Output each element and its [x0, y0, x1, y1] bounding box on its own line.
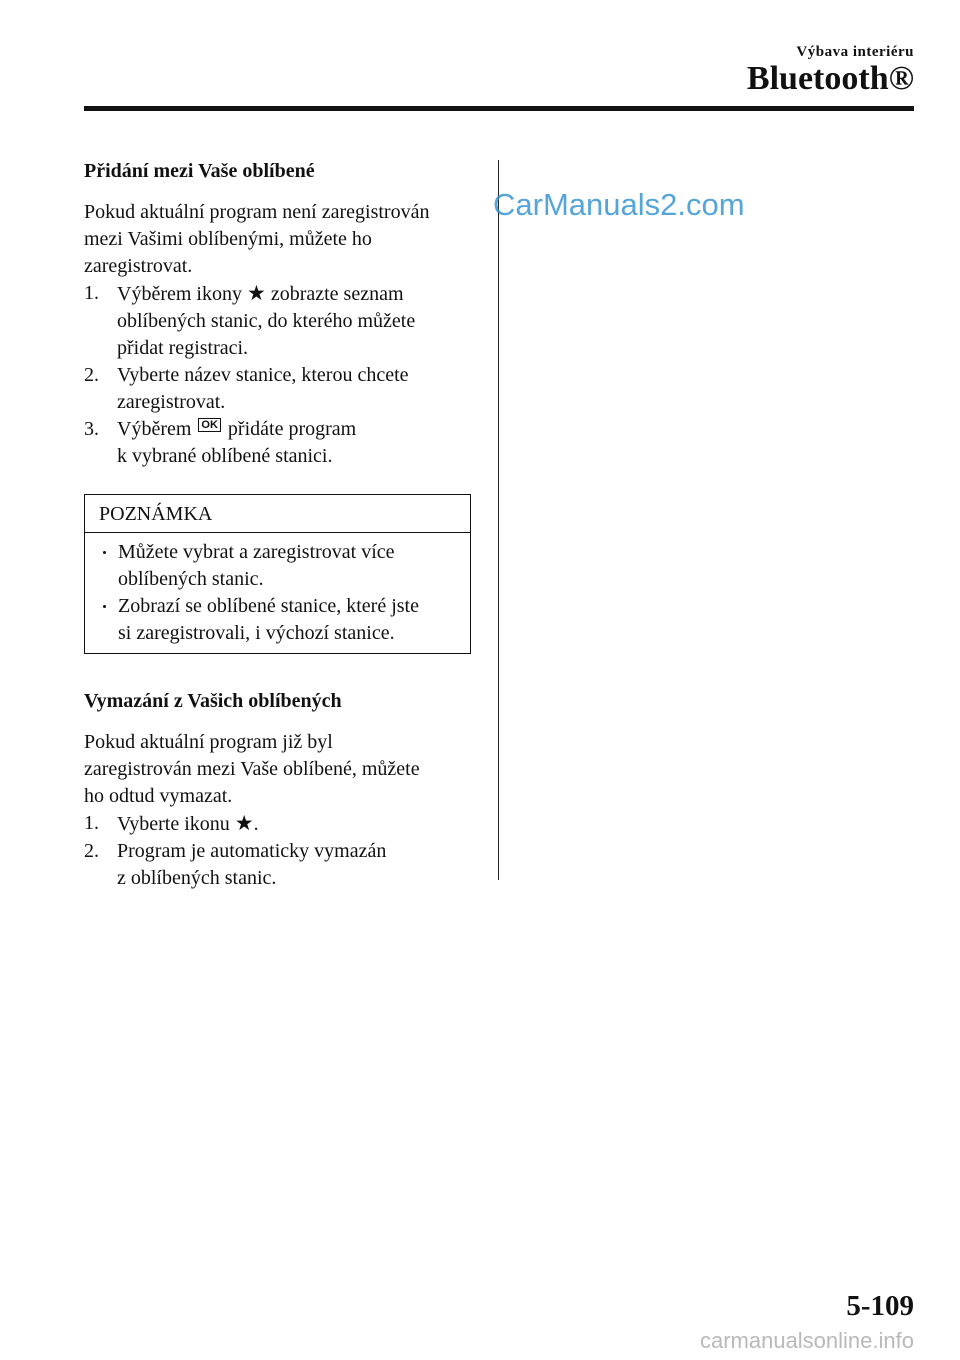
ok-icon: OK [198, 418, 221, 432]
bullet-text: oblíbených stanic. [118, 568, 264, 590]
add-intro-line-2: mezi Vašimi oblíbenými, můžete ho [84, 228, 372, 250]
bullet-dot-icon [103, 605, 106, 608]
step-text: přidáte program [222, 418, 357, 440]
column-divider [498, 160, 499, 880]
step-number: 2. [84, 840, 99, 862]
note-box [84, 494, 471, 654]
remove-favorites-heading: Vymazání z Vašich oblíbených [84, 690, 342, 712]
step-text: Výběrem [117, 418, 197, 440]
header-rule [84, 106, 914, 111]
note-title: POZNÁMKA [85, 495, 470, 533]
add-favorites-heading: Přidání mezi Vaše oblíbené [84, 160, 315, 182]
step-number: 3. [84, 418, 99, 440]
step-text: zobrazte seznam [265, 283, 404, 305]
step-text: z oblíbených stanic. [117, 867, 277, 889]
add-step-3 [84, 416, 474, 470]
step-number: 2. [84, 364, 99, 386]
add-intro-line-1: Pokud aktuální program není zaregistrován [84, 201, 430, 223]
bullet-text: si zaregistrovali, i výchozí stanice. [118, 622, 395, 644]
watermark-link[interactable]: CarManuals2.com [493, 187, 745, 222]
star-icon: ★ [234, 811, 254, 835]
step-text: zaregistrovat. [117, 391, 226, 413]
remove-step-1 [84, 810, 474, 838]
remove-intro-line-3: ho odtud vymazat. [84, 785, 233, 807]
remove-intro-line-1: Pokud aktuální program již byl [84, 731, 333, 753]
step-text: Vyberte název stanice, kterou chcete [117, 364, 409, 386]
chapter-title: Bluetooth® [746, 60, 914, 97]
note-bullet-1 [99, 539, 456, 593]
step-text: přidat registraci. [117, 337, 249, 359]
step-text: Výběrem ikony [117, 283, 247, 305]
step-number: 1. [84, 812, 99, 834]
step-text: Program je automaticky vymazán [117, 840, 387, 862]
footer-watermark-link[interactable]: carmanualsonline.info [699, 1328, 914, 1353]
page-number: 5-109 [846, 1290, 914, 1322]
section-title: Výbava interiéru [796, 44, 914, 60]
star-icon: ★ [246, 281, 266, 305]
remove-intro-line-2: zaregistrován mezi Vaše oblíbené, můžete [84, 758, 420, 780]
remove-step-2 [84, 838, 474, 892]
bullet-text: Zobrazí se oblíbené stanice, které jste [118, 595, 419, 617]
step-text: Vyberte ikonu [117, 813, 235, 835]
add-intro-line-3: zaregistrovat. [84, 255, 193, 277]
step-text: k vybrané oblíbené stanici. [117, 445, 333, 467]
add-step-2 [84, 362, 474, 416]
note-body [85, 533, 470, 653]
step-text: oblíbených stanic, do kterého můžete [117, 310, 416, 332]
add-step-1 [84, 280, 474, 362]
left-column [84, 158, 474, 892]
bullet-text: Můžete vybrat a zaregistrovat více [118, 541, 395, 563]
note-bullet-2 [99, 593, 456, 647]
step-text: . [253, 813, 259, 835]
step-number: 1. [84, 282, 99, 304]
bullet-dot-icon [103, 551, 106, 554]
